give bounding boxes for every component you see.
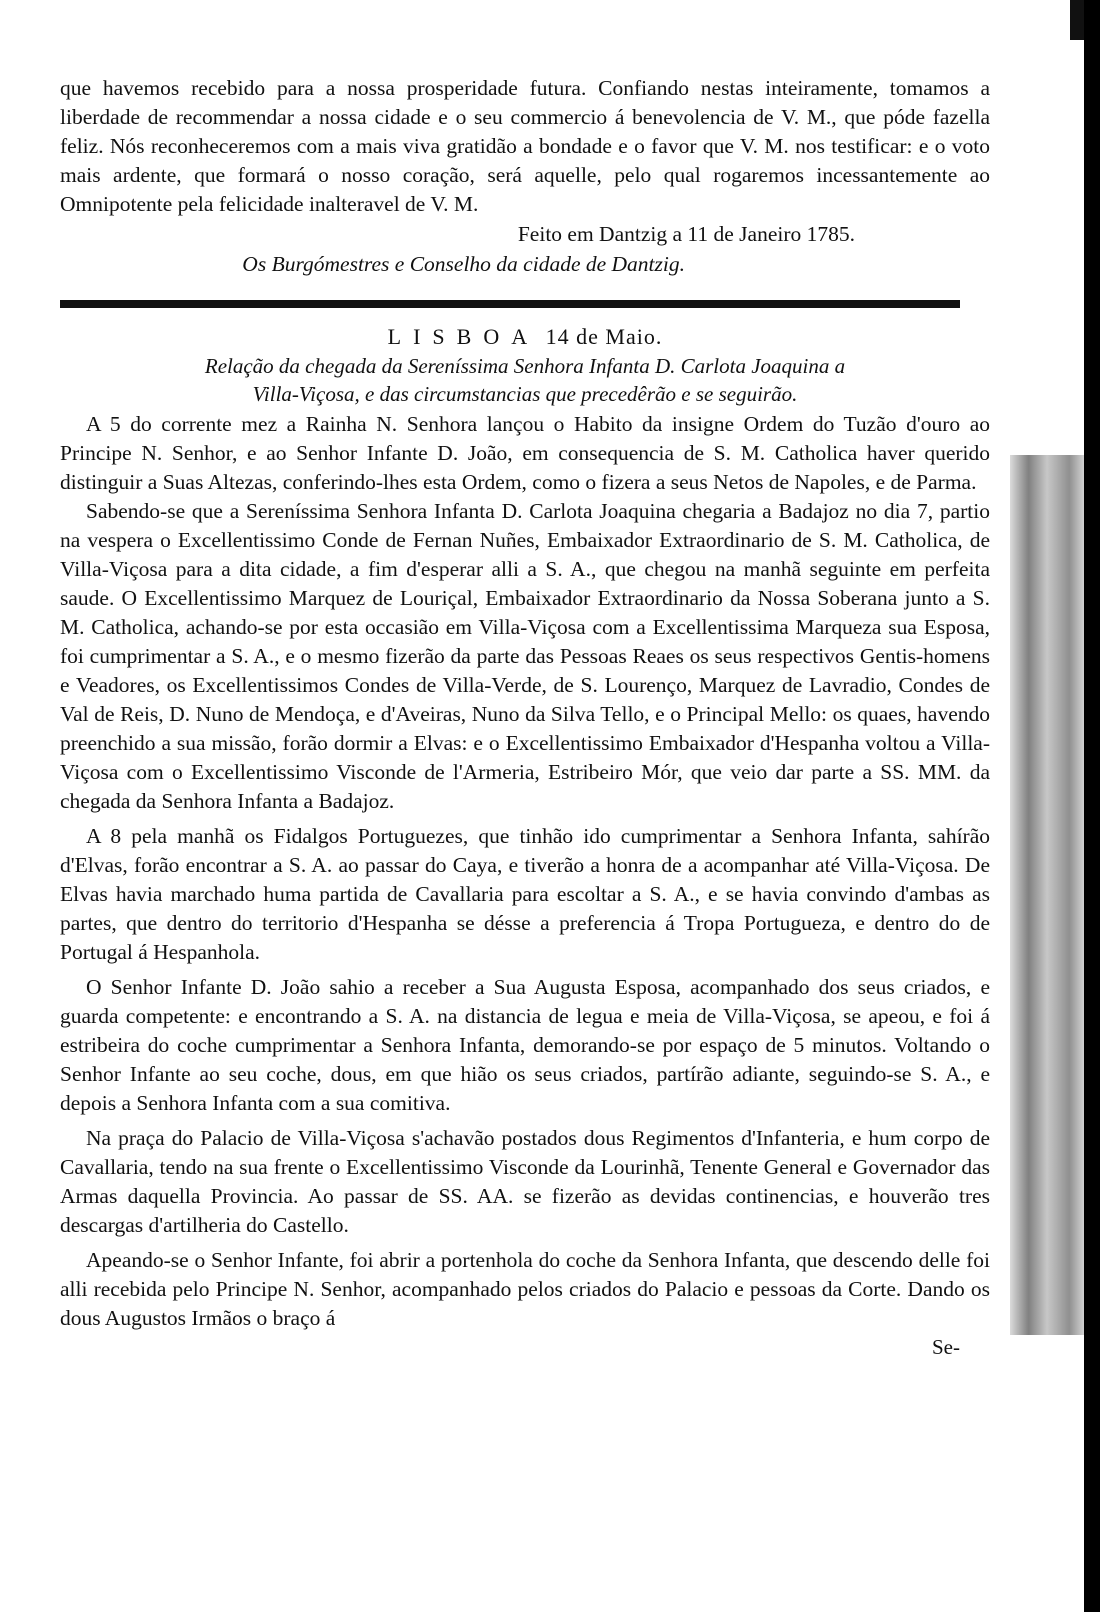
- section-divider-rule: [60, 300, 960, 308]
- scan-edge-top: [1070, 0, 1084, 40]
- heading-city: LISBOA: [387, 324, 540, 349]
- scan-edge-right: [1084, 0, 1100, 1612]
- article-paragraph-3: A 8 pela manhã os Fidalgos Portuguezes, que tinhão ido cumprimentar a Senhora Infanta, sahírão d'Elvas, forão encontrar a S. A. ao passar do Caya, e tiverão a honra de a acompanhar até Villa-Viçosa. De Elvas havia marchado huma partida de Cavallaria para escoltar a S. A., e se havia convindo d'ambas as partes, que dentro do territorio d'Hespanha se désse a preferencia á Tropa Portugueza, e dentro do de Portugal á Hespanhola.: [60, 824, 990, 964]
- heading-date: 14 de Maio.: [545, 324, 663, 349]
- letter-date-line: Feito em Dantzig a 11 de Janeiro 1785.: [517, 222, 855, 246]
- article-paragraph-2: Sabendo-se que a Sereníssima Senhora Infanta D. Carlota Joaquina chegaria a Badajoz no dia 7, partio na vespera o Excellentissimo Conde de Fernan Nuñes, Embaixador Extraordinario de S. M. Catholica, de Villa-Viçosa para a dita cidade, a fim d'esperar alli a S. A., que chegou na manhã seguinte em perfeita saude. O Excellentissimo Marquez de Louriçal, Embaixador Extraordinario da Nossa Soberana junto a S. M. Catholica, achando-se por esta occasião em Villa-Viçosa com a Excellentissima Marqueza sua Esposa, foi cumprimentar a S. A., e o mesmo fizerão da parte das Pessoas Reaes os seus respectivos Gentis-homens e Veadores, os Excellentissimos Condes de Villa-Verde, de S. Lourenço, Marquez de Lavradio, Condes de Val de Reis, D. Nuno de Mendoça, e d'Aveiras, Nuno da Silva Tello, e o Principal Mello: os quaes, havendo preenchido a sua missão, forão dormir a Elvas: e o Excellentissimo Embaixador d'Hespanha voltou a Villa-Viçosa com o Excellentissimo Visconde de l'Armeria, Estribeiro Mór, que veio dar parte a SS. MM. da chegada da Senhora Infanta a Badajoz.: [60, 499, 990, 813]
- article-paragraph-4: O Senhor Infante D. João sahio a receber a Sua Augusta Esposa, acompanhado dos seus criados, e guarda competente: e encontrando a S. A. na distancia de legua e meia de Villa-Viçosa, se apeou, e foi á estribeira do coche cumprimentar a Senhora Infanta, demorando-se por espaço de 5 minutos. Voltando o Senhor Infante ao seu coche, dous, em que hião os seus criados, partírão adiante, seguindo-se S. A., e depois a Senhora Infanta com a sua comitiva.: [60, 975, 990, 1115]
- article-heading: [60, 322, 990, 352]
- article-subtitle-line-1: Relação da chegada da Sereníssima Senhora Infanta D. Carlota Joaquina a: [204, 354, 846, 378]
- scan-page-tab: [1010, 455, 1084, 1335]
- article-subtitle-line-2: Villa-Viçosa, e das circumstancias que precedêrão e se seguirão.: [252, 382, 798, 406]
- catchword: Se-: [932, 1335, 960, 1359]
- letter-signature: Os Burgómestres e Conselho da cidade de Dantzig.: [242, 252, 685, 276]
- letter-closing-paragraph: que havemos recebido para a nossa prosperidade futura. Confiando nestas inteiramente, tomamos a liberdade de recommendar a nossa cidade e o seu commercio á benevolencia de V. M., que póde fazella feliz. Nós reconheceremos com a mais viva gratidão a bondade e o favor que V. M. nos testificar: e o voto mais ardente, que formará o nosso coração, será aquelle, pelo qual rogaremos incessantemente ao Omnipotente pela felicidade inalteravel de V. M.: [60, 76, 990, 216]
- article-paragraph-6: Apeando-se o Senhor Infante, foi abrir a portenhola do coche da Senhora Infanta, que descendo delle foi alli recebida pelo Principe N. Senhor, acompanhado pelos criados do Palacio e pessoas da Corte. Dando os dous Augustos Irmãos o braço á: [60, 1248, 990, 1330]
- newspaper-page: [60, 74, 990, 1574]
- article-paragraph-1: A 5 do corrente mez a Rainha N. Senhora lançou o Habito da insigne Ordem do Tuzão d'ouro ao Principe N. Senhor, e ao Senhor Infante D. João, em consequencia de S. M. Catholica haver querido distinguir a Suas Altezas, conferindo-lhes esta Ordem, como o fizera a seus Netos de Napoles, e de Parma.: [60, 412, 990, 494]
- article-paragraph-5: Na praça do Palacio de Villa-Viçosa s'achavão postados dous Regimentos d'Infanteria, e hum corpo de Cavallaria, tendo na sua frente o Excellentissimo Visconde da Lourinhã, Tenente General e Governador das Armas daquella Provincia. Ao passar de SS. AA. se fizerão as devidas continencias, e houverão tres descargas d'artilheria do Castello.: [60, 1126, 990, 1237]
